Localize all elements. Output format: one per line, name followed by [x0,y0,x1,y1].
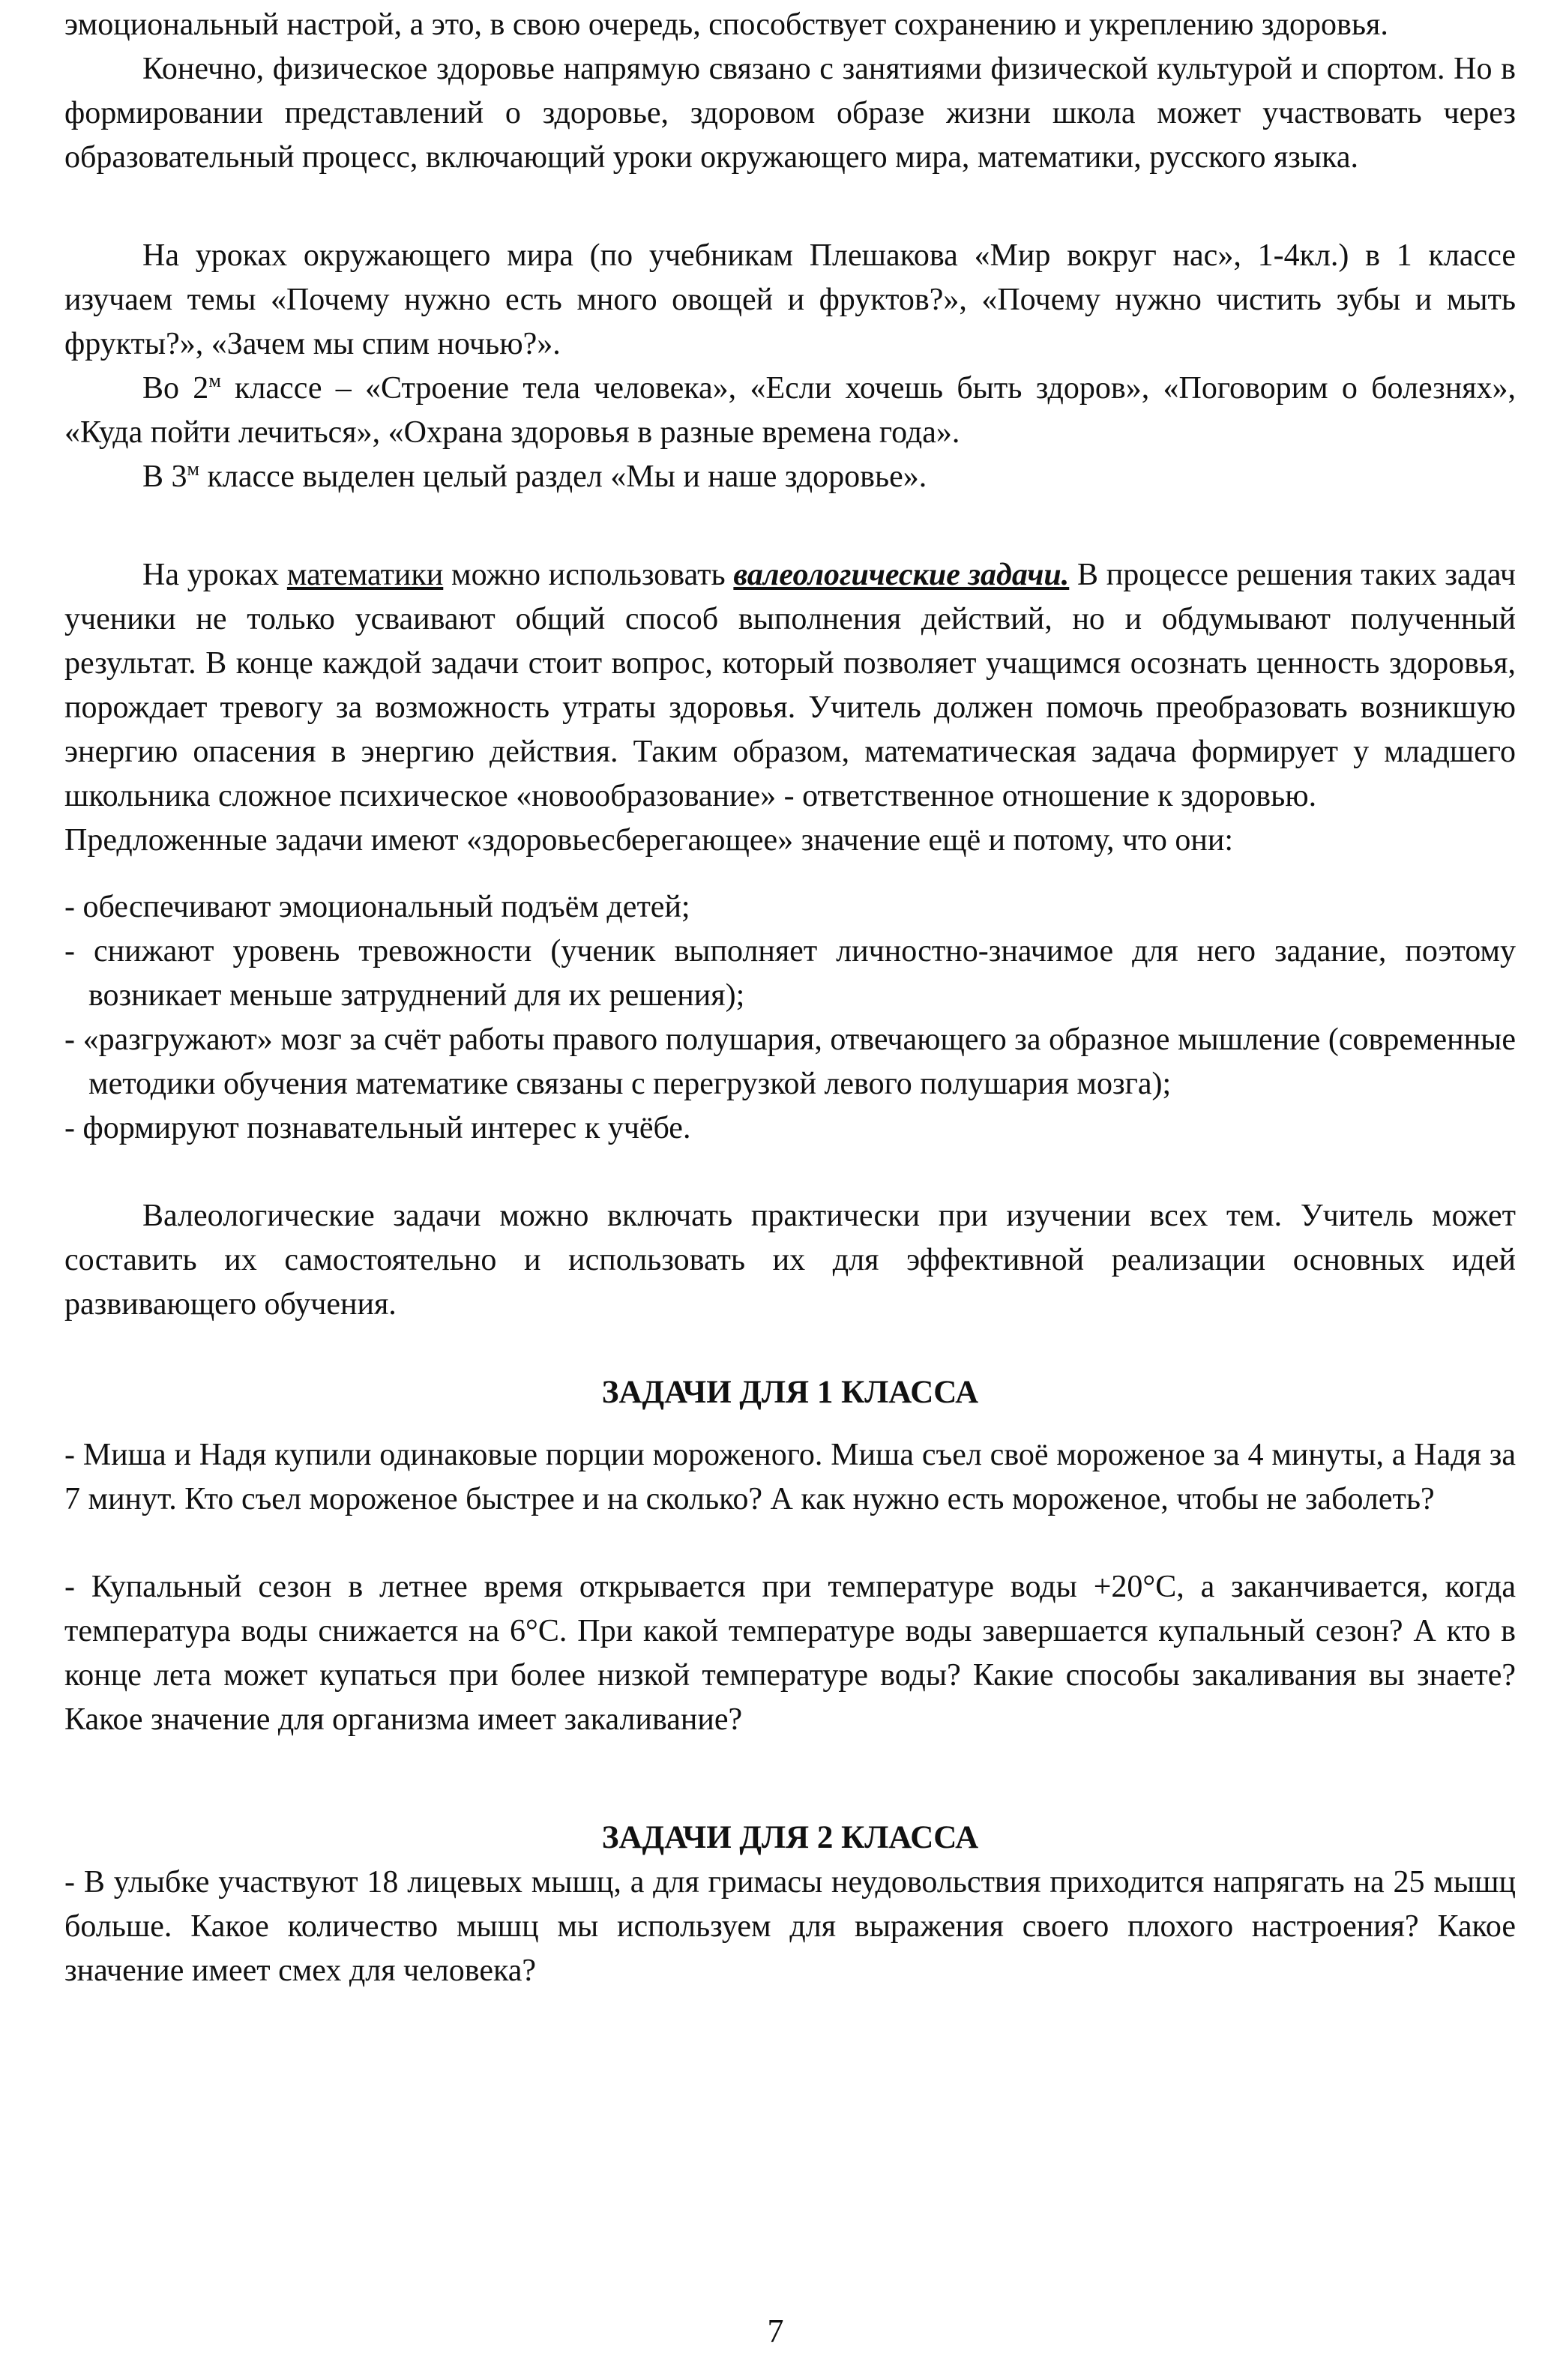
math-rest: В процессе решения таких задач ученики не только усваивают общий способ выполнения действий, но и обдумывают полученный результат. В конце каждой задачи стоит вопрос, который позволяет учащимся осознать ценность здоровья, порождает тревогу за возможность утраты здоровья. Учитель должен помочь преобразовать возникшую энергию опасения в энергию действия. Таким образом, математическая задача формирует у младшего школьника сложное психическое «новообразование» - ответственное отношение к здоровью. [64,558,1517,813]
math-term: валеологические задачи. [733,558,1070,592]
grade1-task-2: - Купальный сезон в летнее время открывается при температуре воды +20°С, а заканчивается, когда температура воды снижается на 6°С. При какой температуре воды завершается купальный сезон? А кто в конце лета может купаться при более низкой температуре воды? Какие способы закаливания вы знаете? Какое значение для организма имеет закаливание? [64,1570,1516,1737]
world-p3-before: В 3 [142,460,187,494]
world-paragraph-3 [64,455,1516,499]
math-paragraph [64,553,1516,819]
math-list-intro: Предложенные задачи имеют «здоровьесберегающее» значение ещё и потому, что они: [64,823,1233,858]
math-subject: математики [286,558,444,592]
document-page [64,3,1516,1993]
math-mid: можно использовать [443,558,734,592]
list-item: - обеспечивают эмоциональный подъём детей; [64,890,690,924]
benefits-list [64,885,1516,1151]
world-p2-sup: м [208,370,221,391]
world-paragraph-2 [64,367,1516,455]
world-p3-sup: м [187,458,199,480]
grade2-heading: ЗАДАЧИ ДЛЯ 2 КЛАССА [601,1820,979,1855]
grade1-heading: ЗАДАЧИ ДЛЯ 1 КЛАССА [601,1375,979,1410]
list-item: - снижают уровень тревожности (ученик выполняет личностно-значимое для него задание, поэтому возникает меньше затруднений для их решения); [64,934,1516,1013]
page-number: 7 [767,2313,784,2349]
intro-paragraph-2: Конечно, физическое здоровье напрямую связано с занятиями физической культурой и спортом. Но в формировании представлений о здоровье, здоровом образе жизни школа может участвовать через образовательный процесс, включающий уроки окружающего мира, математики, русского языка. [64,52,1516,175]
world-paragraph-1: На уроках окружающего мира (по учебникам Плешакова «Мир вокруг нас», 1-4кл.) в 1 классе изучаем темы «Почему нужно есть много овощей и фруктов?», «Почему нужно чистить зубы и мыть фрукты?», «Зачем мы спим ночью?». [64,238,1516,361]
intro-paragraph-1: эмоциональный настрой, а это, в свою очередь, способствует сохранению и укреплению здоровья. [64,7,1388,42]
world-p3-after: классе выделен целый раздел «Мы и наше здоровье». [199,460,927,494]
world-p2-after: классе – «Строение тела человека», «Если хочешь быть здоров», «Поговорим о болезнях», «Куда пойти лечиться», «Охрана здоровья в разные времена года». [64,371,1517,450]
math-closing: Валеологические задачи можно включать практически при изучении всех тем. Учитель может составить их самостоятельно и использовать их для эффективной реализации основных идей развивающего обучения. [64,1199,1516,1322]
grade2-task-1: - В улыбке участвуют 18 лицевых мышц, а для гримасы неудовольствия приходится напрягать на 25 мышц больше. Какое количество мышц мы используем для выражения своего плохого настроения? Какое значение имеет смех для человека? [64,1865,1516,1988]
math-lead: На уроках [142,558,287,592]
list-item: - формируют познавательный интерес к учёбе. [64,1111,691,1145]
world-p2-before: Во 2 [142,371,209,406]
grade1-task-1: - Миша и Надя купили одинаковые порции мороженого. Миша съел своё мороженое за 4 минуты, а Надя за 7 минут. Кто съел мороженое быстрее и на сколько? А как нужно есть мороженое, чтобы не заболеть? [64,1438,1516,1516]
list-item: - «разгружают» мозг за счёт работы правого полушария, отвечающего за образное мышление (современные методики обучения математике связаны с перегрузкой левого полушария мозга); [64,1022,1516,1101]
